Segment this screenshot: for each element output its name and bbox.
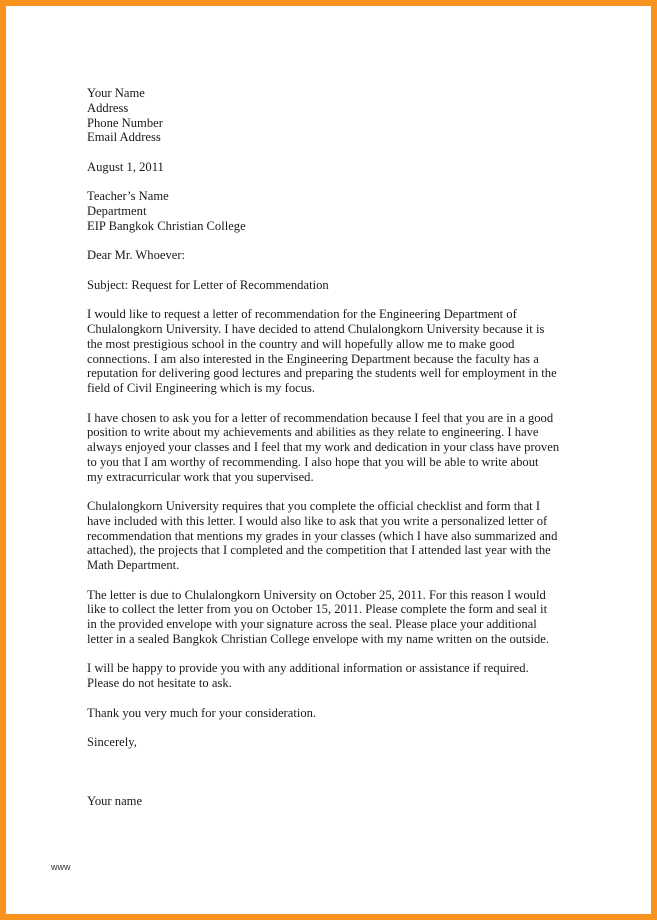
paragraph-line: connections. I am also interested in the Engineering Department because the faculty has a	[87, 351, 539, 366]
paragraph-line: always enjoyed your classes and I feel that my work and dedication in your class have proven	[87, 440, 560, 454]
paragraph-line: position to write about my achievements and abilities as they relate to engineering. I have	[87, 425, 539, 440]
sender-block	[87, 86, 577, 145]
paragraph-line: letter in a sealed Bangkok Christian College envelope with my name written on the outside.	[87, 631, 550, 646]
body-paragraph	[87, 307, 577, 396]
paragraph-line: in the provided envelope with your signature across the seal. Please place your additional	[87, 617, 537, 631]
paragraph-line: field of Civil Engineering which is my focus.	[87, 381, 316, 395]
paragraph-line: like to collect the letter from you on October 15, 2011. Please complete the form and seal it	[87, 602, 548, 617]
paragraph-line: Thank you very much for your consideration.	[87, 705, 317, 720]
paragraph-line: I would like to request a letter of recommendation for the Engineering Department of	[87, 307, 517, 322]
paragraph-line: Math Department.	[87, 558, 180, 572]
sender-address: Address	[87, 100, 129, 115]
recipient-department: Department	[87, 204, 147, 218]
paragraph-line: the most prestigious school in the country and will hopefully allow me to make good	[87, 336, 515, 351]
closing: Sincerely,	[87, 735, 137, 749]
recipient-name: Teacher’s Name	[87, 189, 169, 204]
recipient-block	[87, 189, 577, 233]
paragraph-line: Chulalongkorn University. I have decided to attend Chulalongkorn University because it is	[87, 322, 545, 336]
paragraph-line: I will be happy to provide you with any additional information or assistance if required.	[87, 661, 529, 676]
letter-page	[6, 6, 651, 914]
sender-name: Your Name	[87, 86, 145, 100]
paragraph-line: Chulalongkorn University requires that you complete the official checklist and form that I	[87, 499, 541, 513]
paragraph-line: I have chosen to ask you for a letter of recommendation because I feel that you are in a good	[87, 410, 554, 425]
sender-phone: Phone Number	[87, 115, 163, 130]
salutation: Dear Mr. Whoever:	[87, 248, 186, 263]
paragraph-line: The letter is due to Chulalongkorn University on October 25, 2011. For this reason I would	[87, 587, 546, 602]
paragraph-line: recommendation that mentions my grades in your classes (which I have also summarized and	[87, 528, 558, 543]
paragraph-line: my extracurricular work that you supervised.	[87, 469, 314, 484]
sender-email: Email Address	[87, 130, 161, 145]
letter-paragraphs	[87, 307, 577, 735]
paragraph-line: attached), the projects that I completed and the competition that I attended last year with the	[87, 543, 551, 558]
body-paragraph	[87, 588, 577, 647]
subject-line: Subject: Request for Letter of Recommendation	[87, 277, 329, 292]
footer-watermark: www	[51, 862, 71, 872]
signature-name: Your name	[87, 793, 143, 808]
letter-body	[87, 86, 577, 809]
body-paragraph	[87, 706, 577, 721]
body-paragraph	[87, 411, 577, 485]
paragraph-line: have included with this letter. I would also like to ask that you write a personalized letter of	[87, 513, 548, 528]
paragraph-line: to you that I am worthy of recommending. I also hope that you will be able to write about	[87, 454, 539, 469]
body-paragraph	[87, 661, 577, 691]
recipient-school: EIP Bangkok Christian College	[87, 218, 246, 233]
letter-date: August 1, 2011	[87, 159, 164, 174]
paragraph-line: reputation for delivering good lectures and preparing the students well for employment in the	[87, 366, 557, 381]
paragraph-line: Please do not hesitate to ask.	[87, 676, 232, 690]
body-paragraph	[87, 499, 577, 573]
